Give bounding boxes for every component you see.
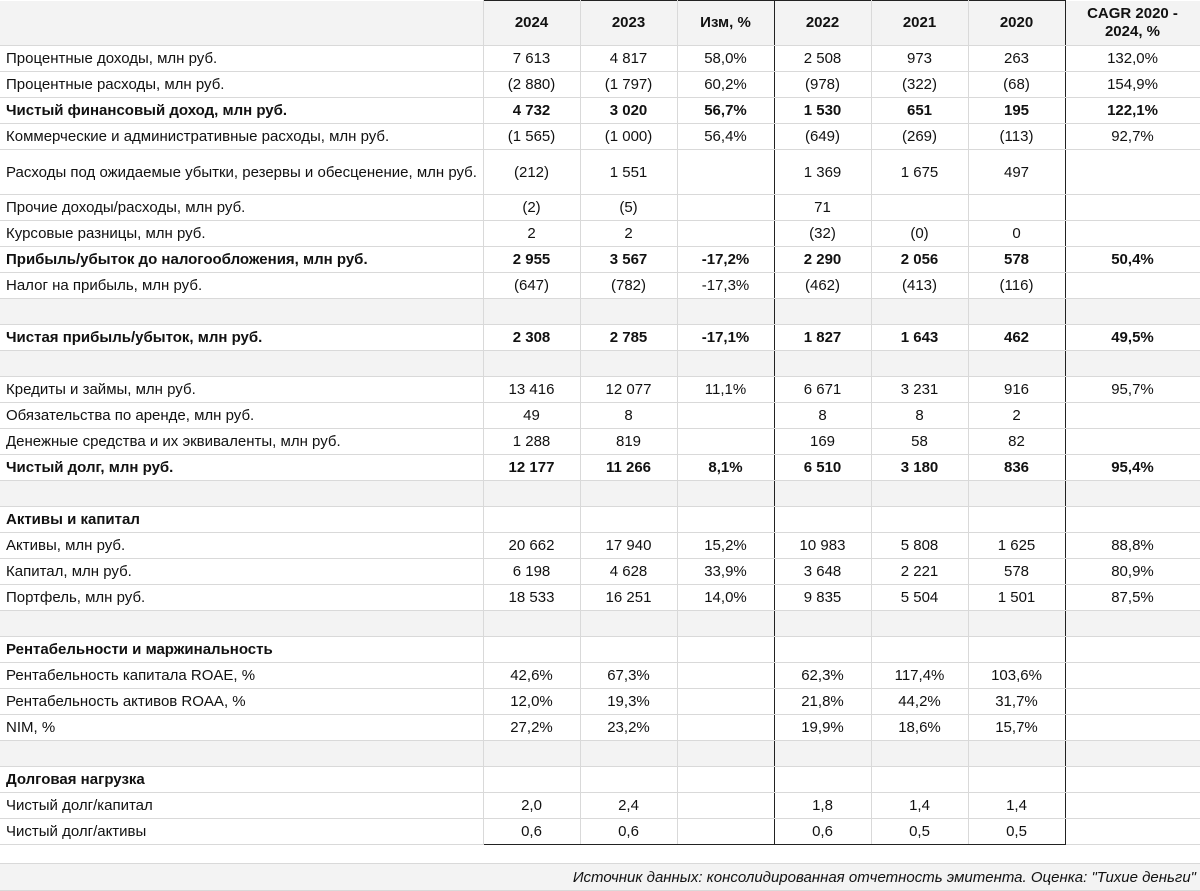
header-2023: 2023 (580, 1, 677, 46)
table-row (0, 793, 1200, 819)
cell-2022: 0,6 (774, 819, 871, 845)
cell-cagr (1065, 767, 1200, 793)
cell-cagr (1065, 221, 1200, 247)
cell-2024: 49 (483, 403, 580, 429)
table-row (0, 247, 1200, 273)
cell-2020: 1,4 (968, 793, 1065, 819)
cell-change (677, 767, 774, 793)
cell-2021 (871, 611, 968, 637)
cell-2023: 0,6 (580, 819, 677, 845)
cell-2024: (2) (483, 195, 580, 221)
cell-2021: 2 221 (871, 559, 968, 585)
footer-spacer-row (0, 845, 1200, 864)
cell-2020 (968, 741, 1065, 767)
row-label (0, 351, 483, 377)
cell-cagr (1065, 611, 1200, 637)
cell-2020: (68) (968, 72, 1065, 98)
cell-2021: (0) (871, 221, 968, 247)
cell-2021 (871, 767, 968, 793)
table-row (0, 124, 1200, 150)
cell-cagr: 95,7% (1065, 377, 1200, 403)
cell-change (677, 351, 774, 377)
cell-2024: 20 662 (483, 533, 580, 559)
cell-2022: 1 530 (774, 98, 871, 124)
cell-2023 (580, 299, 677, 325)
footer-row (0, 864, 1200, 891)
section-row (0, 507, 1200, 533)
section-title: Долговая нагрузка (0, 767, 483, 793)
cell-2023: 3 020 (580, 98, 677, 124)
cell-2020: 578 (968, 559, 1065, 585)
cell-2020: 1 501 (968, 585, 1065, 611)
source-note: Источник данных: консолидированная отчетность эмитента. Оценка: "Тихие деньги" (0, 864, 1200, 891)
table-row (0, 663, 1200, 689)
header-label-cell (0, 1, 483, 46)
cell-2023: 11 266 (580, 455, 677, 481)
cell-2020: 31,7% (968, 689, 1065, 715)
cell-2021 (871, 637, 968, 663)
cell-2024 (483, 611, 580, 637)
cell-2021: 3 180 (871, 455, 968, 481)
cell-2020 (968, 481, 1065, 507)
cell-2022 (774, 741, 871, 767)
cell-2021: 973 (871, 46, 968, 72)
table-row (0, 98, 1200, 124)
table-row (0, 403, 1200, 429)
cell-2020 (968, 637, 1065, 663)
cell-2022: (32) (774, 221, 871, 247)
cell-2021: 5 504 (871, 585, 968, 611)
cell-2023: 2,4 (580, 793, 677, 819)
cell-cagr (1065, 663, 1200, 689)
cell-2024: 0,6 (483, 819, 580, 845)
cell-2023: 8 (580, 403, 677, 429)
cell-cagr: 50,4% (1065, 247, 1200, 273)
cell-2022 (774, 611, 871, 637)
cell-2020: 916 (968, 377, 1065, 403)
cell-2024: 1 288 (483, 429, 580, 455)
cell-2022 (774, 481, 871, 507)
footer-table (0, 845, 1200, 891)
cell-2021: (269) (871, 124, 968, 150)
cell-2020 (968, 351, 1065, 377)
cell-2021: 0,5 (871, 819, 968, 845)
cell-2024: 13 416 (483, 377, 580, 403)
cell-2022: 169 (774, 429, 871, 455)
cell-2024 (483, 767, 580, 793)
cell-cagr: 154,9% (1065, 72, 1200, 98)
cell-2022: 6 510 (774, 455, 871, 481)
cell-change (677, 819, 774, 845)
cell-2022: (649) (774, 124, 871, 150)
row-label: Процентные расходы, млн руб. (0, 72, 483, 98)
cell-2021: 3 231 (871, 377, 968, 403)
cell-2021 (871, 299, 968, 325)
cell-2020: 195 (968, 98, 1065, 124)
cell-2023: 3 567 (580, 247, 677, 273)
cell-2021: 8 (871, 403, 968, 429)
cell-2023: 67,3% (580, 663, 677, 689)
cell-2024 (483, 299, 580, 325)
cell-2023: 819 (580, 429, 677, 455)
cell-change (677, 611, 774, 637)
cell-2022 (774, 299, 871, 325)
table-row (0, 273, 1200, 299)
cell-2023 (580, 481, 677, 507)
cell-2024 (483, 507, 580, 533)
cell-cagr (1065, 481, 1200, 507)
cell-2024 (483, 481, 580, 507)
row-label: Курсовые разницы, млн руб. (0, 221, 483, 247)
cell-2021: 2 056 (871, 247, 968, 273)
cell-cagr (1065, 429, 1200, 455)
cell-change (677, 195, 774, 221)
cell-2023: 12 077 (580, 377, 677, 403)
table-row (0, 46, 1200, 72)
cell-2021: 117,4% (871, 663, 968, 689)
cell-change (677, 429, 774, 455)
cell-2020 (968, 507, 1065, 533)
cell-cagr (1065, 150, 1200, 195)
cell-2024: 27,2% (483, 715, 580, 741)
cell-2023: (1 797) (580, 72, 677, 98)
section-title: Рентабельности и маржинальность (0, 637, 483, 663)
cell-2023 (580, 351, 677, 377)
cell-change (677, 150, 774, 195)
cell-change: 58,0% (677, 46, 774, 72)
cell-2022 (774, 637, 871, 663)
cell-2024: 2 955 (483, 247, 580, 273)
cell-cagr: 49,5% (1065, 325, 1200, 351)
cell-2024: 4 732 (483, 98, 580, 124)
cell-2020 (968, 299, 1065, 325)
cell-2024: 42,6% (483, 663, 580, 689)
row-label: Прочие доходы/расходы, млн руб. (0, 195, 483, 221)
cell-cagr: 95,4% (1065, 455, 1200, 481)
cell-2023 (580, 767, 677, 793)
cell-change: 11,1% (677, 377, 774, 403)
table-row (0, 195, 1200, 221)
cell-2020 (968, 195, 1065, 221)
cell-2022: 21,8% (774, 689, 871, 715)
cell-change: -17,1% (677, 325, 774, 351)
cell-2021 (871, 351, 968, 377)
cell-2020 (968, 611, 1065, 637)
cell-2022: 1,8 (774, 793, 871, 819)
row-label (0, 299, 483, 325)
cell-2021: 58 (871, 429, 968, 455)
row-label: Рентабельность капитала ROAE, % (0, 663, 483, 689)
row-label: Коммерческие и административные расходы, млн руб. (0, 124, 483, 150)
cell-change: 56,7% (677, 98, 774, 124)
cell-2021: 44,2% (871, 689, 968, 715)
cell-cagr (1065, 689, 1200, 715)
cell-cagr (1065, 195, 1200, 221)
cell-2022: 62,3% (774, 663, 871, 689)
cell-2024 (483, 637, 580, 663)
header-row (0, 1, 1200, 46)
section-row (0, 767, 1200, 793)
cell-2022: 8 (774, 403, 871, 429)
cell-2022: 19,9% (774, 715, 871, 741)
header-change: Изм, % (677, 1, 774, 46)
header-2024: 2024 (483, 1, 580, 46)
table-row (0, 455, 1200, 481)
cell-change (677, 663, 774, 689)
table-row (0, 559, 1200, 585)
cell-change (677, 793, 774, 819)
spacer-row (0, 741, 1200, 767)
cell-2021: 18,6% (871, 715, 968, 741)
table-row (0, 377, 1200, 403)
table-row (0, 429, 1200, 455)
cell-cagr: 122,1% (1065, 98, 1200, 124)
cell-cagr (1065, 507, 1200, 533)
cell-change (677, 221, 774, 247)
cell-change (677, 507, 774, 533)
cell-2020 (968, 767, 1065, 793)
cell-2023: 2 (580, 221, 677, 247)
cell-2024: (2 880) (483, 72, 580, 98)
cell-2022: 1 369 (774, 150, 871, 195)
cell-2023: 2 785 (580, 325, 677, 351)
cell-change (677, 481, 774, 507)
cell-2022: 1 827 (774, 325, 871, 351)
row-label: Активы, млн руб. (0, 533, 483, 559)
cell-cagr (1065, 403, 1200, 429)
row-label: NIM, % (0, 715, 483, 741)
cell-2021: 1 643 (871, 325, 968, 351)
cell-change (677, 715, 774, 741)
cell-change: -17,2% (677, 247, 774, 273)
table-row (0, 221, 1200, 247)
cell-change: 56,4% (677, 124, 774, 150)
row-label: Налог на прибыль, млн руб. (0, 273, 483, 299)
cell-2023: (5) (580, 195, 677, 221)
row-label: Капитал, млн руб. (0, 559, 483, 585)
header-2021: 2021 (871, 1, 968, 46)
cell-cagr (1065, 273, 1200, 299)
cell-2021: 651 (871, 98, 968, 124)
row-label: Прибыль/убыток до налогообложения, млн руб. (0, 247, 483, 273)
cell-2021 (871, 507, 968, 533)
header-2020: 2020 (968, 1, 1065, 46)
cell-2020: 103,6% (968, 663, 1065, 689)
cell-cagr (1065, 819, 1200, 845)
cell-2023: (1 000) (580, 124, 677, 150)
table-row (0, 72, 1200, 98)
cell-2021: (322) (871, 72, 968, 98)
cell-2020: 2 (968, 403, 1065, 429)
cell-change (677, 689, 774, 715)
table-row (0, 689, 1200, 715)
cell-2021 (871, 481, 968, 507)
row-label: Чистый долг, млн руб. (0, 455, 483, 481)
cell-2020: (116) (968, 273, 1065, 299)
cell-change: 33,9% (677, 559, 774, 585)
cell-2023: 4 628 (580, 559, 677, 585)
cell-change: 15,2% (677, 533, 774, 559)
cell-cagr: 92,7% (1065, 124, 1200, 150)
cell-2022: 10 983 (774, 533, 871, 559)
cell-2023: 23,2% (580, 715, 677, 741)
cell-2024: 12,0% (483, 689, 580, 715)
cell-cagr: 80,9% (1065, 559, 1200, 585)
cell-2020: 82 (968, 429, 1065, 455)
row-label: Денежные средства и их эквиваленты, млн руб. (0, 429, 483, 455)
table-row (0, 585, 1200, 611)
section-row (0, 637, 1200, 663)
row-label: Чистый долг/активы (0, 819, 483, 845)
row-label: Чистая прибыль/убыток, млн руб. (0, 325, 483, 351)
cell-cagr (1065, 637, 1200, 663)
row-label: Расходы под ожидаемые убытки, резервы и обесценение, млн руб. (0, 150, 483, 195)
cell-cagr (1065, 715, 1200, 741)
spacer-row (0, 611, 1200, 637)
row-label: Кредиты и займы, млн руб. (0, 377, 483, 403)
cell-cagr: 132,0% (1065, 46, 1200, 72)
cell-2024 (483, 741, 580, 767)
spacer-row (0, 481, 1200, 507)
table-row (0, 715, 1200, 741)
cell-2024: 12 177 (483, 455, 580, 481)
cell-2023: 1 551 (580, 150, 677, 195)
cell-cagr (1065, 299, 1200, 325)
cell-cagr: 87,5% (1065, 585, 1200, 611)
cell-change: -17,3% (677, 273, 774, 299)
cell-2020: 0 (968, 221, 1065, 247)
cell-2022: 9 835 (774, 585, 871, 611)
cell-2021 (871, 195, 968, 221)
cell-2024 (483, 351, 580, 377)
spacer-row (0, 299, 1200, 325)
cell-2024: 2 (483, 221, 580, 247)
row-label: Обязательства по аренде, млн руб. (0, 403, 483, 429)
cell-cagr (1065, 793, 1200, 819)
row-label: Чистый финансовый доход, млн руб. (0, 98, 483, 124)
cell-2022: 2 508 (774, 46, 871, 72)
cell-2020: 462 (968, 325, 1065, 351)
cell-2024: 7 613 (483, 46, 580, 72)
cell-2020: 836 (968, 455, 1065, 481)
cell-change (677, 299, 774, 325)
cell-2024: 2,0 (483, 793, 580, 819)
cell-2020: 15,7% (968, 715, 1065, 741)
cell-2021 (871, 741, 968, 767)
cell-change (677, 741, 774, 767)
cell-2024: (212) (483, 150, 580, 195)
spacer-row (0, 351, 1200, 377)
cell-2021: 1,4 (871, 793, 968, 819)
table-row (0, 533, 1200, 559)
section-title: Активы и капитал (0, 507, 483, 533)
cell-2024: (647) (483, 273, 580, 299)
row-label (0, 611, 483, 637)
cell-2021: (413) (871, 273, 968, 299)
cell-2023 (580, 637, 677, 663)
cell-2023 (580, 507, 677, 533)
cell-2022: 3 648 (774, 559, 871, 585)
cell-change (677, 403, 774, 429)
row-label (0, 481, 483, 507)
cell-2022 (774, 507, 871, 533)
cell-change: 14,0% (677, 585, 774, 611)
cell-2020: 497 (968, 150, 1065, 195)
cell-2022: (462) (774, 273, 871, 299)
table-row (0, 819, 1200, 845)
cell-cagr (1065, 351, 1200, 377)
cell-cagr: 88,8% (1065, 533, 1200, 559)
cell-2024: (1 565) (483, 124, 580, 150)
header-cagr: CAGR 2020 - 2024, % (1065, 1, 1200, 46)
cell-2020: (113) (968, 124, 1065, 150)
cell-2022: 71 (774, 195, 871, 221)
cell-2023: 19,3% (580, 689, 677, 715)
cell-2022: 2 290 (774, 247, 871, 273)
cell-change: 60,2% (677, 72, 774, 98)
cell-2023 (580, 741, 677, 767)
cell-2020: 263 (968, 46, 1065, 72)
row-label: Чистый долг/капитал (0, 793, 483, 819)
cell-2021: 5 808 (871, 533, 968, 559)
cell-2023 (580, 611, 677, 637)
row-label: Процентные доходы, млн руб. (0, 46, 483, 72)
cell-cagr (1065, 741, 1200, 767)
table-row (0, 150, 1200, 195)
cell-change (677, 637, 774, 663)
cell-2023: (782) (580, 273, 677, 299)
cell-2021: 1 675 (871, 150, 968, 195)
cell-2024: 2 308 (483, 325, 580, 351)
cell-2022: (978) (774, 72, 871, 98)
cell-2023: 16 251 (580, 585, 677, 611)
cell-2023: 17 940 (580, 533, 677, 559)
row-label: Портфель, млн руб. (0, 585, 483, 611)
cell-2024: 6 198 (483, 559, 580, 585)
cell-2022 (774, 767, 871, 793)
table-row (0, 325, 1200, 351)
cell-change: 8,1% (677, 455, 774, 481)
cell-2024: 18 533 (483, 585, 580, 611)
cell-2023: 4 817 (580, 46, 677, 72)
cell-2022 (774, 351, 871, 377)
cell-2020: 1 625 (968, 533, 1065, 559)
cell-2020: 0,5 (968, 819, 1065, 845)
row-label (0, 741, 483, 767)
row-label: Рентабельность активов ROAA, % (0, 689, 483, 715)
cell-2022: 6 671 (774, 377, 871, 403)
header-2022: 2022 (774, 1, 871, 46)
cell-2020: 578 (968, 247, 1065, 273)
